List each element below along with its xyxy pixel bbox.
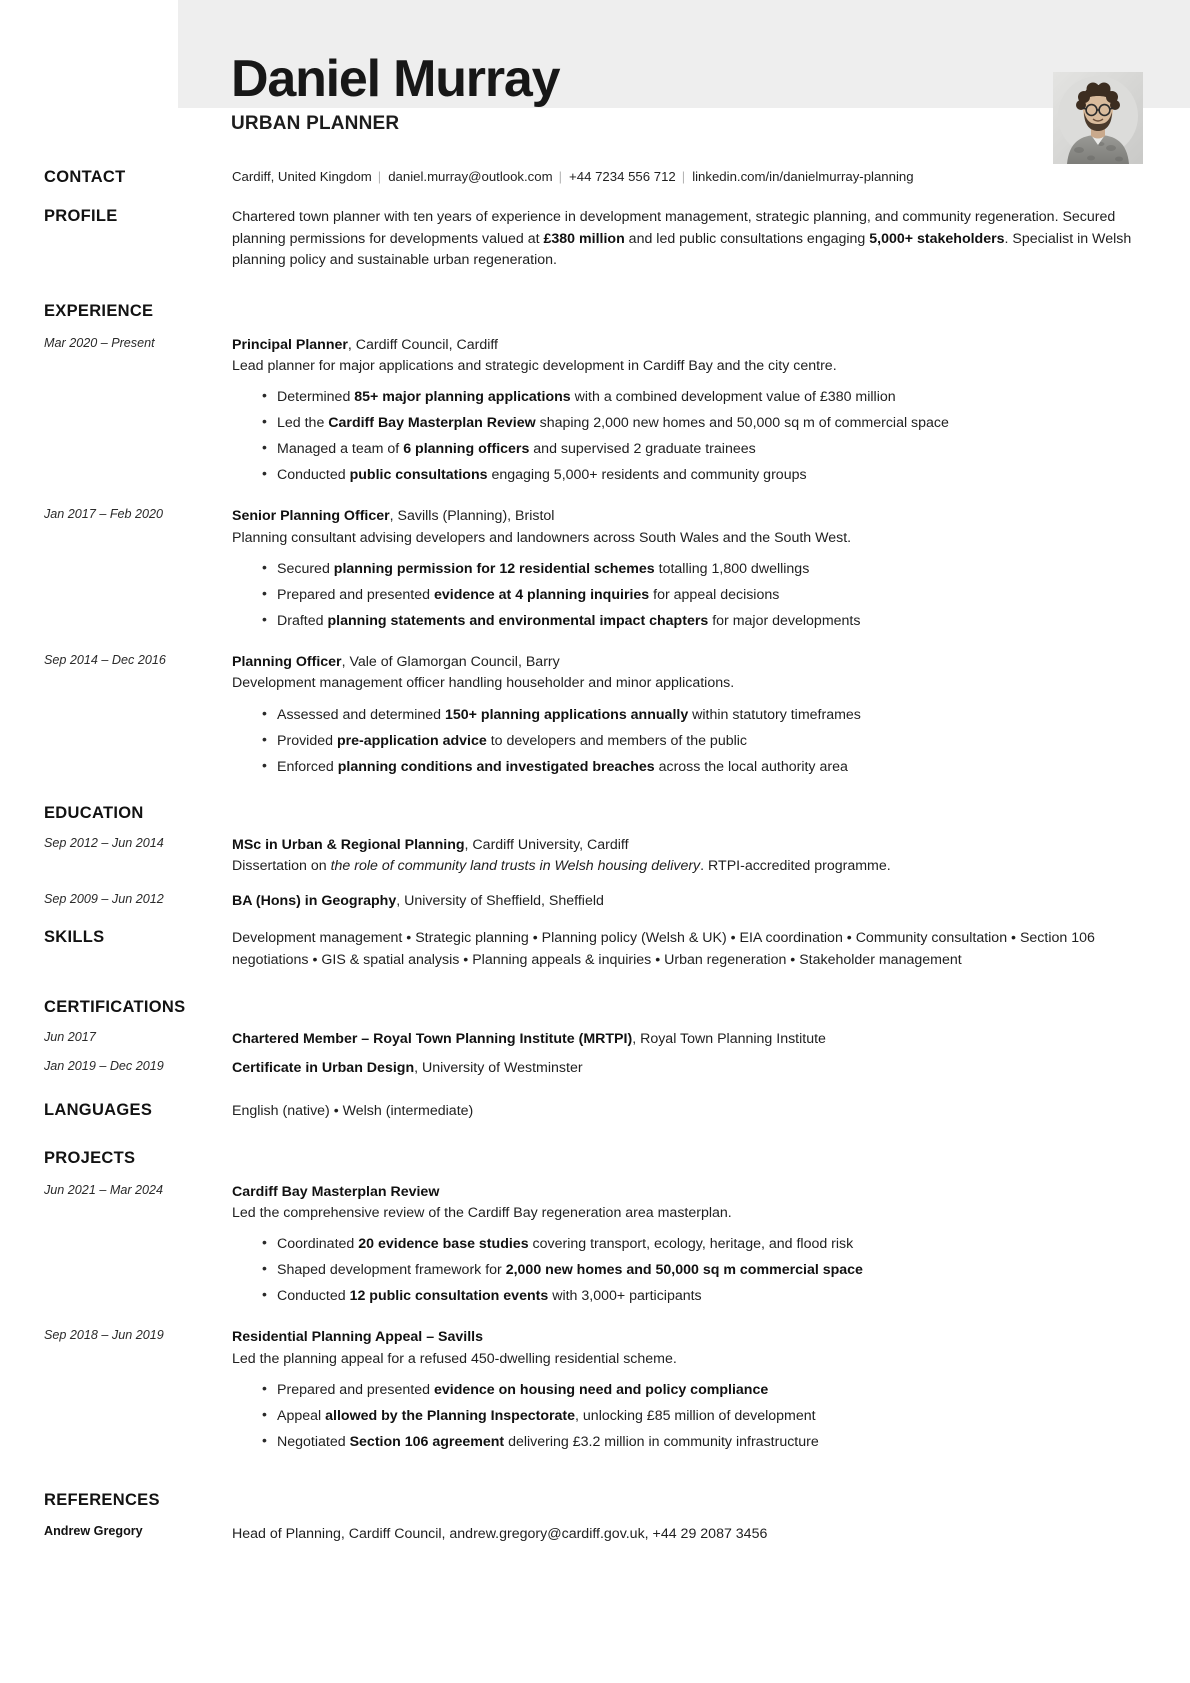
entry-body-col — [232, 1182, 1144, 1312]
skills-label-col — [44, 928, 232, 947]
languages-body-col — [232, 1101, 1144, 1123]
references-heading-row — [0, 1491, 1190, 1510]
bullet-item: • Prepared and presented evidence on housing need and policy compliance — [262, 1379, 1144, 1401]
bullet-item: • Assessed and determined 150+ planning applications annually within statutory timeframes — [262, 704, 1144, 726]
education-entry-list — [0, 835, 1190, 913]
section-heading-profile: PROFILE — [44, 207, 118, 225]
certification-entry-row — [0, 1058, 1190, 1079]
entry-body-col — [232, 1524, 1144, 1545]
experience-label-col — [44, 302, 232, 321]
resume-header — [0, 0, 1190, 168]
experience-entry-list — [0, 335, 1190, 782]
bullet-item: • Managed a team of 6 planning officers and supervised 2 graduate trainees — [262, 438, 1144, 460]
contact-values-col — [232, 168, 1144, 186]
bullet-list — [232, 558, 1144, 632]
entry-role: Planning Officer — [232, 653, 342, 670]
bullet-item: • Conducted public consultations engaging 5,000+ residents and community groups — [262, 464, 1144, 486]
entry-date: Sep 2012 – Jun 2014 — [44, 835, 164, 850]
section-heading-contact: CONTACT — [44, 168, 126, 186]
section-heading-projects: PROJECTS — [44, 1148, 136, 1167]
job-title: URBAN PLANNER — [231, 112, 400, 134]
bullet-list — [232, 704, 1144, 778]
education-entry — [232, 835, 1144, 878]
entry-date: Sep 2014 – Dec 2016 — [44, 652, 166, 667]
section-heading-languages: LANGUAGES — [44, 1101, 153, 1120]
skills-text: Development management • Strategic planning • Planning policy (Welsh & UK) • EIA coordination • Community consultation • Section 106 negotiations • GIS & spatial analysis • Planning appeals & inquiries • Urban regeneration • Stakeholder management — [232, 930, 1095, 968]
entry-role: Principal Planner — [232, 336, 348, 353]
section-heading-certifications: CERTIFICATIONS — [44, 997, 186, 1016]
project-entry-row — [0, 1327, 1190, 1457]
entry-date: Mar 2020 – Present — [44, 335, 155, 350]
spacer — [0, 490, 1190, 506]
experience-entry — [232, 652, 1144, 778]
entry-date-col — [44, 1182, 232, 1199]
entry-date-col — [44, 1029, 232, 1046]
bullet-list — [232, 1379, 1144, 1453]
project-entry-row — [0, 1182, 1190, 1312]
bullet-item: • Prepared and presented evidence at 4 planning inquiries for appeal decisions — [262, 584, 1144, 606]
bullet-list — [232, 386, 1144, 486]
certifications-label-col — [44, 998, 232, 1017]
entry-date: Jun 2021 – Mar 2024 — [44, 1182, 164, 1197]
bullet-item: • Led the Cardiff Bay Masterplan Review shaping 2,000 new homes and 50,000 sq m of commercial space — [262, 412, 1144, 434]
entry-summary: Development management officer handling householder and minor applications. — [232, 675, 735, 692]
page-title: Daniel Murray — [231, 50, 560, 108]
reference-entry-list — [0, 1524, 1190, 1545]
entry-body-col — [232, 1058, 1144, 1079]
certification-entry-row — [0, 1029, 1190, 1050]
entry-date-col — [44, 335, 232, 352]
experience-heading-row — [0, 302, 1190, 321]
experience-entry — [232, 506, 1144, 632]
bullet-item: • Determined 85+ major planning applications with a combined development value of £380 million — [262, 386, 1144, 408]
contact-line — [232, 168, 1144, 186]
bullet-item: • Provided pre-application advice to developers and members of the public — [262, 730, 1144, 752]
project-entry-list — [0, 1182, 1190, 1457]
certification-title: Certificate in Urban Design — [232, 1059, 415, 1076]
portrait-photo-icon — [1053, 72, 1143, 164]
entry-date: Jan 2019 – Dec 2019 — [44, 1058, 164, 1073]
contact-email[interactable]: daniel.murray@outlook.com — [388, 169, 553, 184]
profile-section — [0, 207, 1190, 272]
education-entry — [232, 891, 1144, 912]
entry-role-and-org: Planning Officer, Vale of Glamorgan Council, Barry — [232, 653, 560, 670]
entry-date-col — [44, 1524, 232, 1538]
bullet-item: • Conducted 12 public consultation events with 3,000+ participants — [262, 1285, 1144, 1307]
entry-body-col — [232, 652, 1144, 782]
entry-date-col — [44, 1327, 232, 1344]
entry-body-col — [232, 835, 1144, 878]
entry-degree-and-org: BA (Hons) in Geography, University of Sheffield, Sheffield — [232, 893, 604, 910]
entry-body-col — [232, 506, 1144, 636]
entry-body-col — [232, 1029, 1144, 1050]
certifications-heading-row — [0, 998, 1190, 1017]
entry-date-col — [44, 506, 232, 523]
entry-degree-and-org: MSc in Urban & Regional Planning, Cardiff University, Cardiff — [232, 836, 629, 853]
entry-date: Sep 2009 – Jun 2012 — [44, 892, 164, 907]
section-heading-references: REFERENCES — [44, 1490, 160, 1509]
entry-body-col — [232, 891, 1144, 912]
experience-entry-row — [0, 335, 1190, 491]
education-heading-row — [0, 804, 1190, 823]
certification-title: Chartered Member – Royal Town Planning Institute (MRTPI) — [232, 1030, 633, 1047]
entry-degree: BA (Hons) in Geography — [232, 893, 397, 910]
entry-summary: Planning consultant advising developers and landowners across South Wales and the South West. — [232, 529, 852, 546]
avatar — [1053, 72, 1143, 164]
certification-entry: Chartered Member – Royal Town Planning Institute (MRTPI), Royal Town Planning Institute — [232, 1030, 826, 1047]
spacer — [0, 636, 1190, 652]
profile-label-col — [44, 207, 232, 226]
profile-body-col — [232, 207, 1144, 272]
reference-detail: Head of Planning, Cardiff Council, andrew.gregory@cardiff.gov.uk, +44 29 2087 3456 — [232, 1525, 768, 1542]
entry-role-and-org: Senior Planning Officer, Savills (Planning), Bristol — [232, 508, 555, 525]
contact-location: Cardiff, United Kingdom — [232, 169, 372, 184]
project-title: Residential Planning Appeal – Savills — [232, 1329, 483, 1346]
education-entry-row — [0, 835, 1190, 878]
bullet-item: • Drafted planning statements and environmental impact chapters for major developments — [262, 610, 1144, 632]
contact-linkedin[interactable]: linkedin.com/in/danielmurray-planning — [692, 169, 914, 184]
spacer — [0, 1050, 1190, 1058]
entry-role: Senior Planning Officer — [232, 508, 390, 525]
entry-date: Jan 2017 – Feb 2020 — [44, 507, 164, 522]
reference-entry-row — [0, 1524, 1190, 1545]
entry-date: Jun 2017 — [44, 1029, 96, 1044]
entry-role-and-org: Principal Planner, Cardiff Council, Cardiff — [232, 336, 498, 353]
entry-date-col — [44, 835, 232, 852]
entry-detail: Dissertation on the role of community land trusts in Welsh housing delivery. RTPI-accredited programme. — [232, 857, 891, 874]
bullet-item: • Appeal allowed by the Planning Inspectorate, unlocking £85 million of development — [262, 1405, 1144, 1427]
projects-label-col — [44, 1149, 232, 1168]
languages-label-col — [44, 1101, 232, 1120]
bullet-item: • Shaped development framework for 2,000 new homes and 50,000 sq m commercial space — [262, 1259, 1144, 1281]
certification-entry-list — [0, 1029, 1190, 1080]
languages-section — [0, 1101, 1190, 1123]
project-entry — [232, 1327, 1144, 1453]
entry-summary: Lead planner for major applications and strategic development in Cardiff Bay and the city centre. — [232, 358, 837, 375]
reference-name: Andrew Gregory — [44, 1523, 143, 1538]
profile-text: Chartered town planner with ten years of experience in development management, strategic planning, and community regeneration. Secured planning permissions for developments valued at £380 million and led public consultations engaging 5,000+ stakeholders. Specialist in Welsh planning policy and sustainable urban regeneration. — [232, 209, 1132, 269]
project-summary: Led the planning appeal for a refused 450-dwelling residential scheme. — [232, 1350, 677, 1367]
education-label-col — [44, 804, 232, 823]
experience-entry-row — [0, 506, 1190, 636]
entry-degree: MSc in Urban & Regional Planning — [232, 836, 465, 853]
skills-body-col — [232, 928, 1144, 971]
bullet-item: • Secured planning permission for 12 residential schemes totalling 1,800 dwellings — [262, 558, 1144, 580]
contact-separator-icon: | — [377, 169, 382, 184]
references-label-col — [44, 1491, 232, 1510]
bullet-list — [232, 1233, 1144, 1307]
bullet-item: • Negotiated Section 106 agreement delivering £3.2 million in community infrastructure — [262, 1431, 1144, 1453]
contact-separator-icon: | — [558, 169, 563, 184]
section-heading-experience: EXPERIENCE — [44, 301, 154, 320]
certification-entry: Certificate in Urban Design, University of Westminster — [232, 1059, 583, 1076]
spacer — [0, 1311, 1190, 1327]
contact-separator-icon: | — [681, 169, 686, 184]
experience-entry-row — [0, 652, 1190, 782]
contact-label-col — [44, 168, 232, 187]
contact-phone[interactable]: +44 7234 556 712 — [569, 169, 676, 184]
contact-section — [0, 168, 1190, 187]
education-entry-row — [0, 891, 1190, 912]
project-entry — [232, 1182, 1144, 1308]
languages-text: English (native) • Welsh (intermediate) — [232, 1103, 474, 1120]
bullet-item: • Coordinated 20 evidence base studies covering transport, ecology, heritage, and flood risk — [262, 1233, 1144, 1255]
projects-heading-row — [0, 1149, 1190, 1168]
entry-date-col — [44, 891, 232, 908]
entry-body-col — [232, 1327, 1144, 1457]
entry-date-col — [44, 652, 232, 669]
section-heading-education: EDUCATION — [44, 803, 144, 822]
entry-date-col — [44, 1058, 232, 1075]
skills-section — [0, 928, 1190, 971]
project-summary: Led the comprehensive review of the Cardiff Bay regeneration area masterplan. — [232, 1205, 732, 1222]
entry-date: Sep 2018 – Jun 2019 — [44, 1328, 164, 1343]
entry-body-col — [232, 335, 1144, 491]
name-block — [231, 52, 559, 135]
bullet-item: • Enforced planning conditions and investigated breaches across the local authority area — [262, 756, 1144, 778]
project-title: Cardiff Bay Masterplan Review — [232, 1183, 440, 1200]
spacer — [0, 877, 1190, 891]
section-heading-skills: SKILLS — [44, 928, 105, 947]
experience-entry — [232, 335, 1144, 487]
